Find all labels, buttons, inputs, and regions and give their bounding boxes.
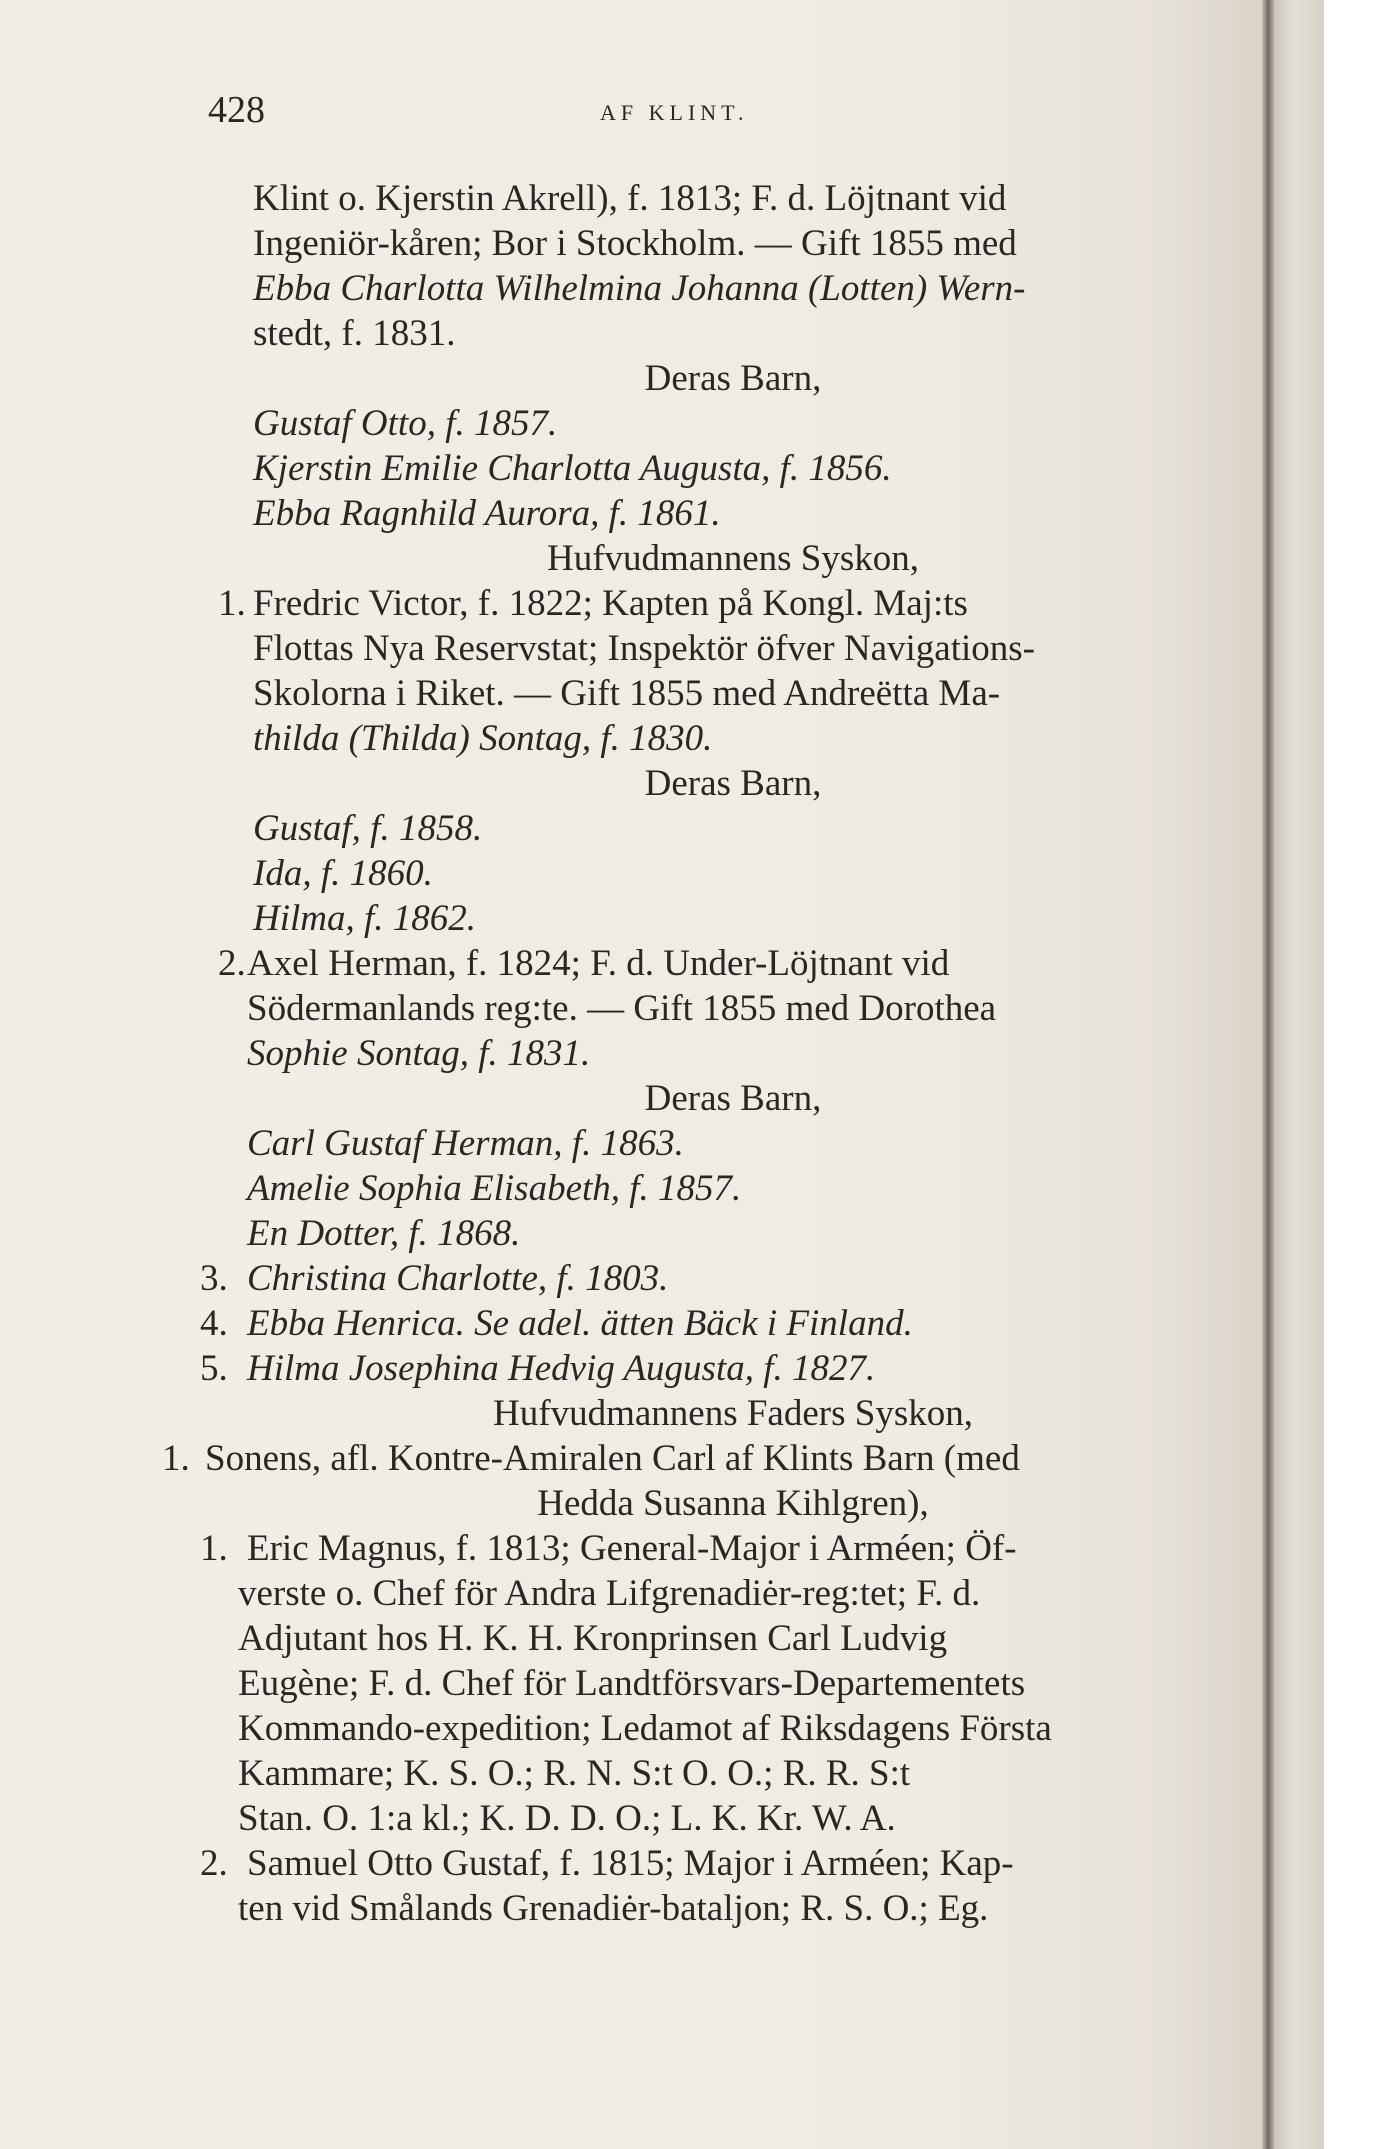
entry-number: 1. (162, 1438, 190, 1479)
list-item: Amelie Sophia Elisabeth, f. 1857. (247, 1168, 742, 1209)
text-line: Eugène; F. d. Chef för Landtförsvars-Departementets (238, 1663, 1026, 1704)
list-item: Christina Charlotte, f. 1803. (247, 1258, 669, 1299)
text-line: Kommando-expedition; Ledamot af Riksdagens Första (238, 1708, 1052, 1749)
text-line: Adjutant hos H. K. H. Kronprinsen Carl Ludvig (238, 1618, 948, 1659)
text-line: Hedda Susanna Kihlgren), (537, 1483, 929, 1524)
text-line: Ingeniör-kåren; Bor i Stockholm. — Gift 1855 med (253, 223, 1017, 264)
section-heading: Deras Barn, (644, 1078, 822, 1119)
text-line: Kammare; K. S. O.; R. N. S:t O. O.; R. R. S:t (238, 1753, 911, 1794)
text-line: verste o. Chef för Andra Lifgrenadiėr-reg:tet; F. d. (238, 1573, 981, 1614)
text-line: Axel Herman, f. 1824; F. d. Under-Löjtnant vid (247, 943, 950, 984)
page-header (0, 88, 1290, 138)
list-item: Ida, f. 1860. (253, 853, 433, 894)
entry-number: 1. (200, 1528, 228, 1569)
running-head: AF KLINT. (600, 100, 749, 125)
text-line: thilda (Thilda) Sontag, f. 1830. (253, 718, 713, 759)
text-line: Stan. O. 1:a kl.; K. D. D. O.; L. K. Kr. W. A. (238, 1798, 896, 1839)
text-line: Eric Magnus, f. 1813; General-Major i Arméen; Öf- (247, 1528, 1017, 1569)
text-line: ten vid Smålands Grenadiėr-bataljon; R. S. O.; Eg. (238, 1888, 989, 1929)
list-item: Gustaf, f. 1858. (253, 808, 483, 849)
page-gutter (1262, 0, 1274, 2149)
section-heading: Hufvudmannens Faders Syskon, (493, 1393, 973, 1434)
entry-number: 4. (200, 1303, 228, 1344)
section-heading: Deras Barn, (644, 358, 822, 399)
text-line: Sophie Sontag, f. 1831. (247, 1033, 591, 1074)
text-line: Sonens, afl. Kontre-Amiralen Carl af Klints Barn (med (205, 1438, 1020, 1479)
list-item: Gustaf Otto, f. 1857. (253, 403, 558, 444)
entry-number: 3. (200, 1258, 228, 1299)
text-line: Södermanlands reg:te. — Gift 1855 med Dorothea (247, 988, 997, 1029)
entry-number: 2. (200, 1843, 228, 1884)
text-line: Samuel Otto Gustaf, f. 1815; Major i Arméen; Kap- (247, 1843, 1014, 1884)
text-line: Skolorna i Riket. — Gift 1855 med Andreëtta Ma- (253, 673, 1001, 714)
section-heading: Hufvudmannens Syskon, (546, 538, 920, 579)
text-line: Klint o. Kjerstin Akrell), f. 1813; F. d. Löjtnant vid (253, 178, 1007, 219)
text-line: Fredric Victor, f. 1822; Kapten på Kongl. Maj:ts (253, 583, 968, 624)
list-item: Hilma, f. 1862. (253, 898, 477, 939)
entry-number: 1. (218, 583, 246, 624)
background (1324, 0, 1377, 2149)
list-item: En Dotter, f. 1868. (247, 1213, 521, 1254)
entry-number: 5. (200, 1348, 228, 1389)
list-item: Ebba Ragnhild Aurora, f. 1861. (253, 493, 721, 534)
entry-number: 2. (218, 943, 246, 984)
text-line: Flottas Nya Reservstat; Inspektör öfver Navigations- (253, 628, 1035, 669)
list-item: Hilma Josephina Hedvig Augusta, f. 1827. (247, 1348, 876, 1389)
text-line: stedt, f. 1831. (253, 313, 456, 354)
page-edge (1274, 0, 1324, 2149)
list-item: Ebba Henrica. Se adel. ätten Bäck i Finland. (247, 1303, 913, 1344)
list-item: Carl Gustaf Herman, f. 1863. (247, 1123, 684, 1164)
text-line: Ebba Charlotta Wilhelmina Johanna (Lotten) Wern- (253, 268, 1026, 309)
list-item: Kjerstin Emilie Charlotta Augusta, f. 1856. (253, 448, 892, 489)
section-heading: Deras Barn, (644, 763, 822, 804)
page-number: 428 (208, 89, 265, 131)
